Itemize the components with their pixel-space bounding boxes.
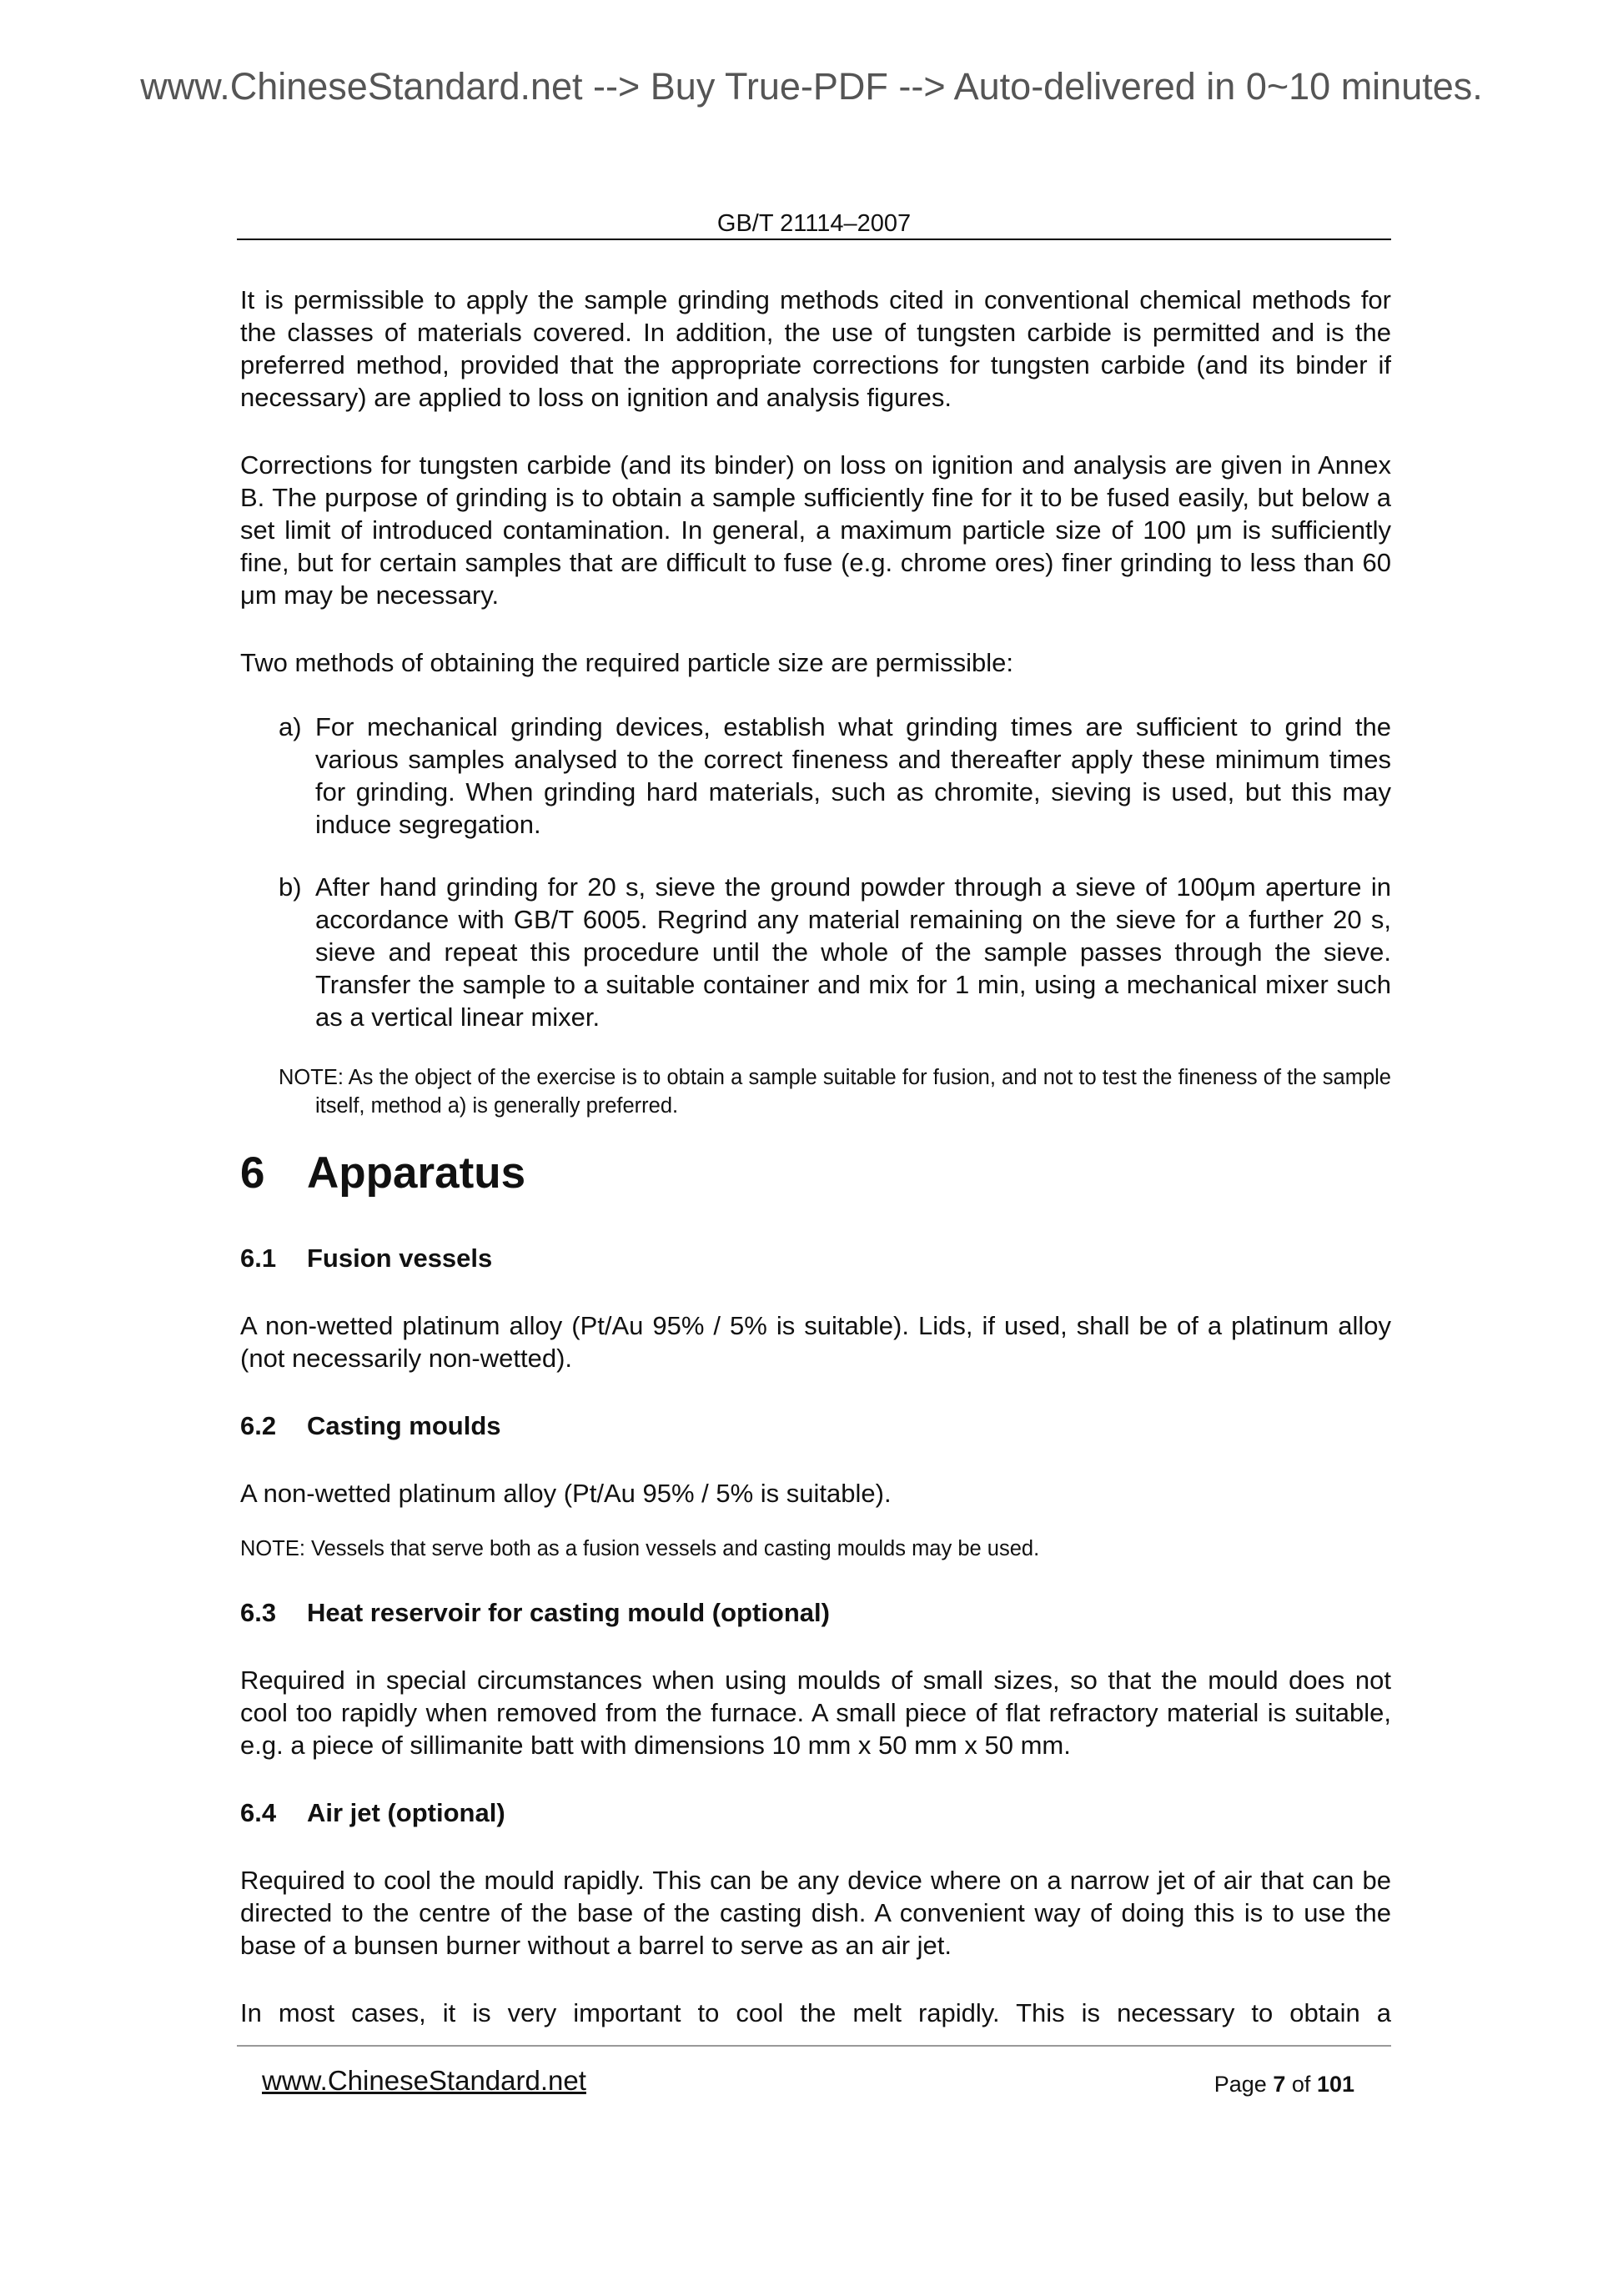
note-method-preferred: NOTE: As the object of the exercise is to obtain a sample suitable for fusion, and not to test the fineness of the sample itself, method a) is generally preferred. [279,1066,1391,1118]
subsection-number: 6.1 [240,1243,277,1273]
paragraph-air-jet: Required to cool the mould rapidly. This can be any device where on a narrow jet of air that can be directed to the centre of the base of the casting dish. A convenient way of doing this is to use the base of a bunsen burner without a barrel to serve as an air jet. [240,1866,1391,1960]
page-of: of [1291,2072,1311,2097]
paragraph-casting-moulds: A non-wetted platinum alloy (Pt/Au 95% / 5% is suitable). [240,1479,892,1508]
subsection-number: 6.2 [240,1411,277,1440]
page-prefix: Page [1213,2072,1267,2097]
page-total: 101 [1316,2072,1354,2097]
page-number [1214,2072,1354,2098]
subsection-6-2-heading [240,1409,1391,1442]
subsection-number: 6.4 [240,1798,277,1827]
standard-code: GB/T 21114–2007 [716,210,912,237]
subsection-title: Heat reservoir for casting mould (optional) [307,1598,830,1627]
paragraph-heat-reservoir: Required in special circumstances when using moulds of small sizes, so that the mould does not cool too rapidly when removed from the furnace. A small piece of flat refractory material is suitable, e.g. a piece of sillimanite batt with dimensions 10 mm x 50 mm x 50 mm. [240,1665,1391,1760]
section-number: 6 [240,1148,265,1198]
subsection-6-4-heading [240,1796,1391,1829]
header-rule [237,239,1391,240]
list-marker: b) [279,872,302,902]
footer-website-link[interactable]: www.ChineseStandard.net [262,2065,586,2096]
list-item-text: For mechanical grinding devices, establish what grinding times are sufficient to grind the various samples analysed to the correct fineness and thereafter apply these minimum times for grinding. When grinding hard materials, such as chromite, sieving is used, but this may induce segregation. [315,712,1391,839]
subsection-6-3-heading [240,1596,1391,1629]
page-current: 7 [1273,2072,1286,2097]
list-item-text: After hand grinding for 20 s, sieve the ground powder through a sieve of 100μm aperture in accordance with GB/T 6005. Regrind any material remaining on the sieve for a further 20 s, sieve and repeat this procedure until the whole of the sample passes through the sieve. Transfer the sample to a suitable container and mix for 1 min, using a mechanical mixer such as a vertical linear mixer. [315,872,1391,1032]
paragraph-fusion-vessels: A non-wetted platinum alloy (Pt/Au 95% / 5% is suitable). Lids, if used, shall be of a platinum alloy (not necessarily non-wetted). [240,1311,1391,1373]
subsection-title: Fusion vessels [307,1243,493,1273]
section-6-heading [240,1148,1391,1198]
list-item-b [279,871,1391,1033]
paragraph-corrections: Corrections for tungsten carbide (and its binder) on loss on ignition and analysis are given in Annex B. The purpose of grinding is to obtain a sample sufficiently fine for it to be fused easily, but below a set limit of introduced contamination. In general, a maximum particle size of 100 μm is sufficiently fine, but for certain samples that are difficult to fuse (e.g. chrome ores) finer grinding to less than 60 μm may be necessary. [240,450,1391,610]
subsection-title: Air jet (optional) [307,1798,505,1827]
top-banner: www.ChineseStandard.net --> Buy True-PDF --> Auto-delivered in 0~10 minutes. [140,65,1483,108]
list-marker: a) [279,712,302,741]
footer-rule [237,2045,1391,2047]
list-item-a [279,711,1391,841]
subsection-number: 6.3 [240,1598,277,1627]
subsection-6-1-heading [240,1242,1391,1274]
note-vessels: NOTE: Vessels that serve both as a fusion vessels and casting moulds may be used. [240,1537,1040,1560]
paragraph-two-methods: Two methods of obtaining the required particle size are permissible: [240,648,1014,677]
paragraph-grinding-methods: It is permissible to apply the sample grinding methods cited in conventional chemical methods for the classes of materials covered. In addition, the use of tungsten carbide is permitted and is the preferred method, provided that the appropriate corrections for tungsten carbide (and its binder if necessary) are applied to loss on ignition and analysis figures. [240,285,1391,412]
paragraph-cool-melt: In most cases, it is very important to cool the melt rapidly. This is necessary to obtain a [240,1998,1391,2027]
section-title: Apparatus [307,1148,526,1198]
document-body [240,284,1391,2064]
subsection-title: Casting moulds [307,1411,501,1440]
